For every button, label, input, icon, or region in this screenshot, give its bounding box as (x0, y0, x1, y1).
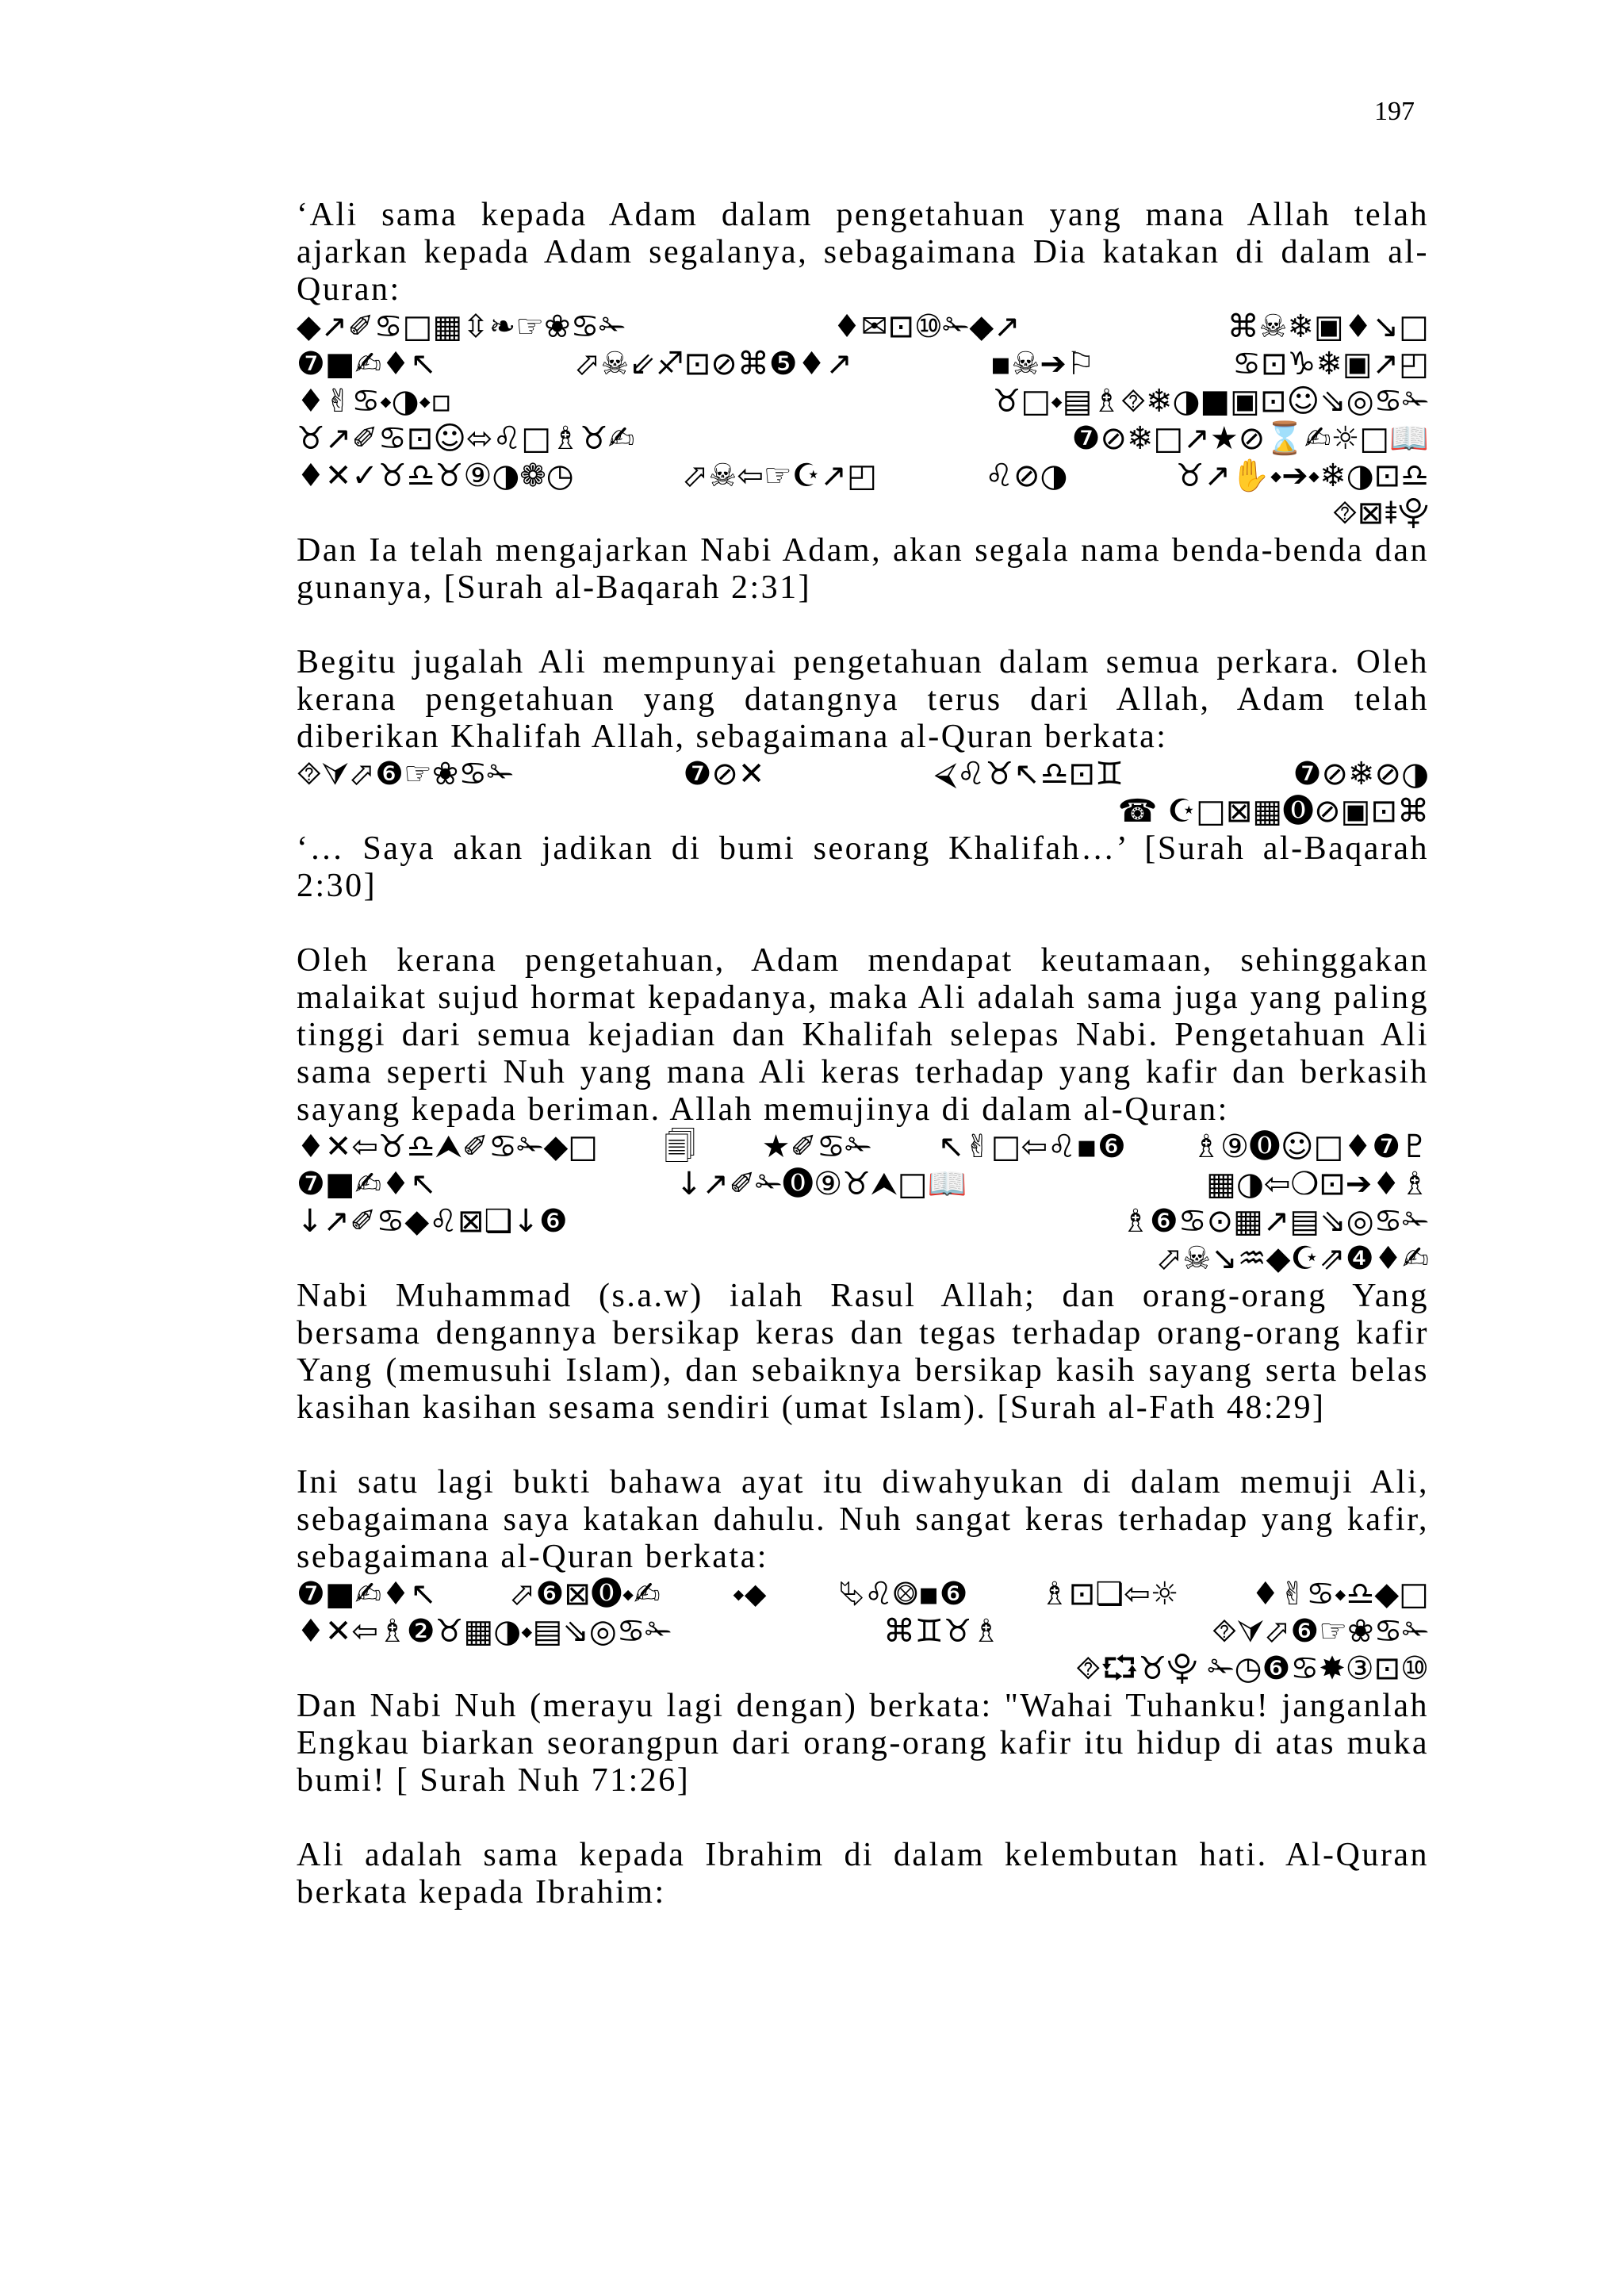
glyph-group: ♦✕⇦♉♎⮝✐♋✁◆□ (297, 1129, 599, 1165)
body-paragraph: Ali adalah sama kepada Ibrahim di dalam kelembutan hati. Al-Quran berkata kepada Ibrahim: (297, 1837, 1429, 1911)
glyph-group: ⯑⮔♉⯓ ✁◷❻♋✸③⊡⑩ (1075, 1650, 1429, 1687)
body-paragraph: ‘Ali sama kepada Adam dalam pengetahuan yang mana Allah telah ajarkan kepada Adam segalanya, sebagaimana Dia katakan di dalam al-Quran: (297, 197, 1429, 308)
quran-verse-glyphs (297, 309, 1429, 532)
glyph-group: ♉↗✋⬩➔⬩❄◑⊡♎ (1175, 458, 1429, 494)
glyph-group: ▦◑⇦❍⊡➔♦♗ (1206, 1166, 1429, 1202)
glyph-group: ❼⊘❄⊘◑ (1293, 756, 1429, 792)
glyph-group: ❼⊘✕ (683, 756, 765, 792)
glyph-group: ❼⊘❄□↗★⊘⌛✍☼□📖 (1071, 420, 1429, 457)
body-paragraph: Dan Ia telah mengajarkan Nabi Adam, akan segala nama benda-benda dan gunanya, [Surah al-Baqarah 2:31] (297, 532, 1429, 606)
glyph-line (297, 420, 1429, 458)
glyph-group: ⮱♌⨷▪❻ (838, 1576, 968, 1612)
glyph-group: ↓↗✐♋◆♌⊠❑↓❻ (297, 1203, 568, 1240)
glyph-group: ↖✌□⇦♌▪❻ (937, 1129, 1126, 1165)
glyph-group: ⬀☠⇦☞☪↗◰ (681, 458, 877, 494)
quran-verse-glyphs (297, 756, 1429, 830)
glyph-line (297, 793, 1429, 830)
body-paragraph: Oleh kerana pengetahuan, Adam mendapat keutamaan, sehinggakan malaikat sujud hormat kepadanya, maka Ali adalah sama juga yang paling tinggi dari semua kejadian dan Khalifah selepas Nabi. Pengetahuan Ali sama seperti Nuh yang mana Ali keras terhadap yang kafir dan berkasih sayang kepada beriman. Allah memujinya di dalam al-Quran: (297, 942, 1429, 1128)
body-paragraph: Begitu jugalah Ali mempunyai pengetahuan dalam semua perkara. Oleh kerana pengetahuan yang datangnya terus dari Allah, Adam telah diberikan Khalifah Allah, sebagaimana al-Quran berkata: (297, 644, 1429, 755)
glyph-line (297, 1240, 1429, 1278)
glyph-line (297, 458, 1429, 495)
glyph-line (297, 1166, 1429, 1203)
glyph-group: ♦✕✓♉♎♉⑨◑❁◷ (297, 458, 574, 494)
glyph-group: ♋⊡♑❄▣↗◰ (1232, 346, 1429, 382)
glyph-group: ♦✌♋⬩◑⬩▫ (297, 383, 453, 420)
glyph-group: ▪☠➔⚐ (990, 346, 1095, 382)
glyph-group: ⯑⊠⯒⯓ (1332, 495, 1429, 531)
glyph-group: 🗐 (664, 1129, 696, 1165)
glyph-line (297, 756, 1429, 793)
glyph-group: ⬀☠⇙♐⊡⊘⌘❺♦↗ (573, 346, 852, 382)
glyph-line (297, 1613, 1429, 1650)
glyph-line (297, 1203, 1429, 1240)
glyph-group: ♦✌♋⬩♎◆□ (1251, 1576, 1429, 1612)
glyph-line (297, 383, 1429, 420)
glyph-line (297, 309, 1429, 346)
page-number: 197 (1374, 97, 1415, 126)
glyph-group: ❼■✍♦↖ (297, 346, 437, 382)
glyph-group: ♦✕⇦♗❷♉▦◑⬩▤⇘◎♋✁ (297, 1613, 672, 1650)
body-paragraph: ‘… Saya akan jadikan di bumi seorang Khalifah…’ [Surah al-Baqarah 2:30] (297, 830, 1429, 904)
quran-verse-glyphs (297, 1576, 1429, 1688)
glyph-line (297, 346, 1429, 383)
body-paragraph: Nabi Muhammad (s.a.w) ialah Rasul Allah; dan orang-orang Yang bersama dengannya bersikap keras dan tegas terhadap orang-orang kafir Yang (memusuhi Islam), dan sebaiknya bersikap kasih sayang serta belas kasihan kasihan sesama sendiri (umat Islam). [Surah al-Fath 48:29] (297, 1278, 1429, 1426)
glyph-line (297, 495, 1429, 532)
glyph-line (297, 1129, 1429, 1166)
glyph-group: ⯑⮛⬀❻☞❀♋✁ (297, 756, 514, 792)
glyph-group: ⌘♊♉♗ (883, 1613, 1001, 1650)
quran-verse-glyphs (297, 1129, 1429, 1278)
glyph-group: ❼■✍♦↖ (297, 1576, 437, 1612)
glyph-group: ☎ ☪□⊠▦⓿⊘▣⊡⌘ (1117, 793, 1429, 830)
glyph-group: ♉□⬩▤♗⯑❄◑■▣⊡☺⇘◎♋✁ (992, 383, 1429, 420)
glyph-group: ↓↗✐✁⓿⑨♉⮝□📖 (676, 1166, 967, 1202)
glyph-group: ⯑⮛⬀❻☞❀♋✁ (1212, 1613, 1429, 1650)
glyph-group: ⬩⬥ (733, 1576, 767, 1612)
glyph-group: ♗⊡❑⇦☼ (1040, 1576, 1179, 1612)
glyph-line (297, 1576, 1429, 1613)
glyph-group: ⬀❻⊠⓿⬩✍ (508, 1576, 661, 1612)
body-paragraph: Ini satu lagi bukti bahawa ayat itu diwahyukan di dalam memuji Ali, sebagaimana saya katakan dahulu. Nuh sangat keras terhadap yang kafir, sebagaimana al-Quran berkata: (297, 1464, 1429, 1575)
glyph-group: ⌘☠❄▣♦↘□ (1227, 309, 1429, 345)
page-body (297, 197, 1429, 1911)
body-paragraph: Dan Nabi Nuh (merayu lagi dengan) berkata: "Wahai Tuhanku! janganlah Engkau biarkan seorangpun dari orang-orang kafir itu hidup di atas muka bumi! [ Surah Nuh 71:26] (297, 1688, 1429, 1799)
glyph-group: ❼■✍♦↖ (297, 1166, 437, 1202)
glyph-line (297, 1650, 1429, 1688)
glyph-group: ♗❻♋⊙▦↗▤⇘◎♋✁ (1121, 1203, 1429, 1240)
glyph-group: ♗⑨⓿☺□♦❼♇ (1192, 1129, 1429, 1165)
glyph-group: ♉↗✐♋⊡☺⬄♌□♗♉✍ (297, 420, 635, 457)
glyph-group: ♌⊘◑ (985, 458, 1068, 494)
glyph-group: ★✐♋✁ (761, 1129, 872, 1165)
glyph-group: ⬀☠↘♒◆☪⇗❹♦✍ (1155, 1240, 1429, 1277)
glyph-group: ◆↗✐♋□▦⇳❧☞❀♋✁ (297, 309, 626, 345)
glyph-group: ♦✉⊡⑩✁◆↗ (833, 309, 1021, 345)
glyph-group: ⮘♌♉↖♎⊡♊ (934, 756, 1124, 792)
